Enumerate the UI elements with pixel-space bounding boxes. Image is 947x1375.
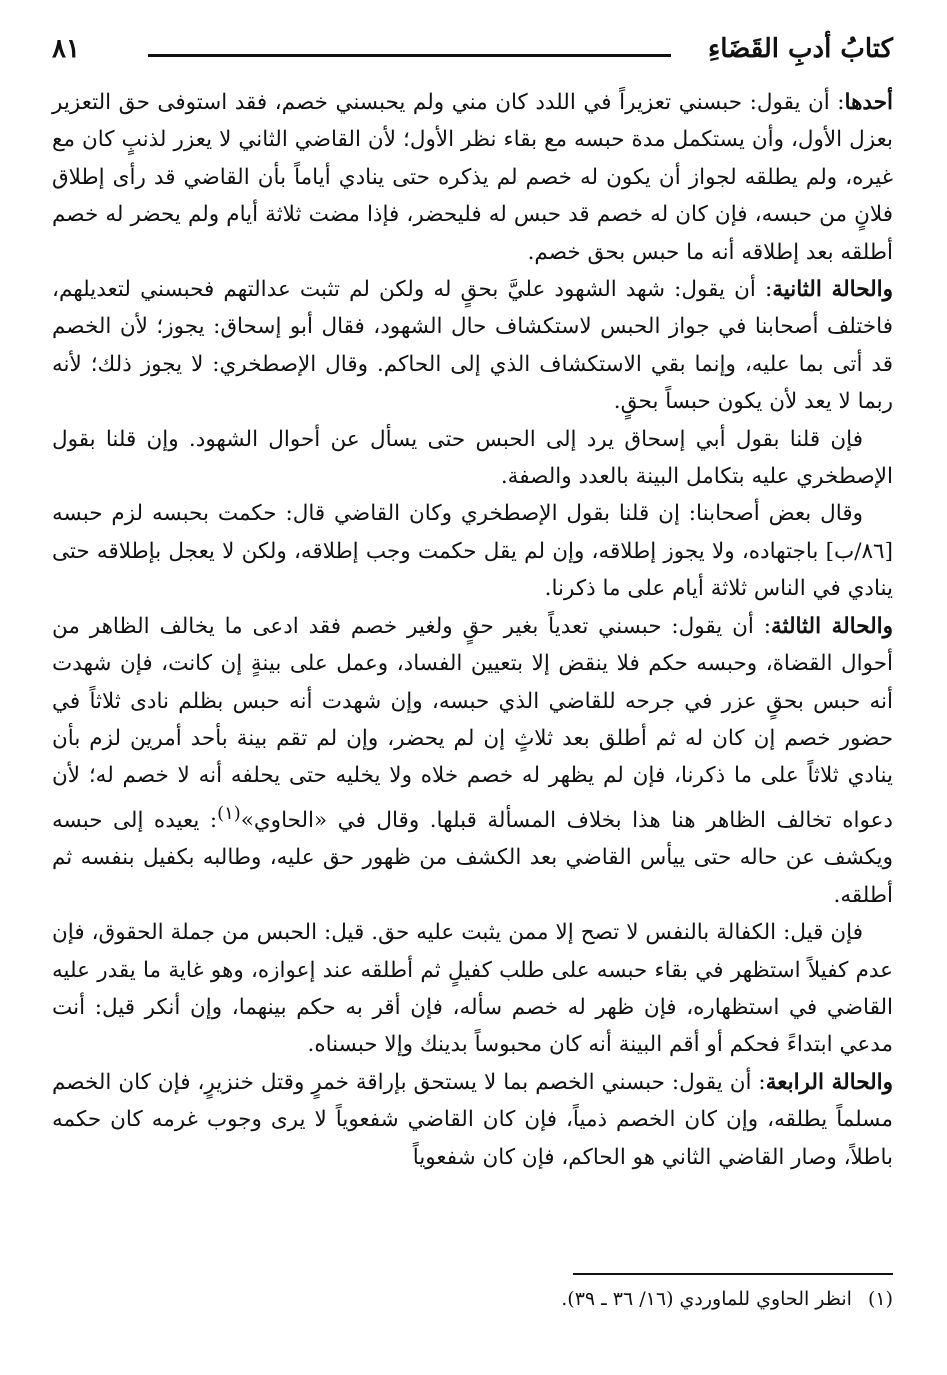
- paragraph-text: : أن يقول: حبسني الخصم بما لا يستحق بإراقة خمرٍ وقتل خنزيرٍ، فإن كان الخصم مسلماً يطلقه، وإن كان الخصم ذمياً، فإن كان القاضي شفعوياً لا يرى وجوب غرمه كان حكمه باطلاً، وصار القاضي الثاني هو الحاكم، فإن كان شفعوياً: [52, 1069, 893, 1170]
- header-rule: [148, 54, 671, 57]
- paragraph-text: : أن يقول: حبسني تعزيراً في اللدد كان مني ولم يحبسني خصم، فقد استوفى حق التعزير بعزل الأول، وأن يستكمل مدة حبسه مع بقاء نظر الأول؛ لأن القاضي الثاني لا يعزر لذنبٍ كان مع غيره، ولم يطلقه لجواز أن يكون له خصم لم يذكره حتى ينادي أياماً بأن القاضي قد رأى إطلاق فلانٍ من حبسه، فإن كان له خصم قد حبس له فليحضر، فإذا مضت ثلاثة أيام ولم يحضر له خصم أطلقه بعد إطلاقه أنه ما حبس بحق خصم.: [52, 90, 893, 265]
- footnote: [52, 1288, 893, 1310]
- paragraph-text: : أن يقول: شهد الشهود عليَّ بحقٍ له ولكن لم تثبت عدالتهم فحبسني لتعديلهم، فاختلف أصحابنا في جواز الحبس لاستكشاف حال الشهود، فقال أبو إسحاق: يجوز؛ لأن الخصم قد أتى بما عليه، وإنما بقي الاستكشاف الذي إلى الحاكم. وقال الإصطخري: لا يجوز ذلك؛ لأنه ربما لا يعد لأن يكون حبساً بحقٍ.: [52, 277, 893, 415]
- paragraph-text: فإن قلنا بقول أبي إسحاق يرد إلى الحبس حتى يسأل عن أحوال الشهود. وإن قلنا بقول الإصطخري عليه بتكامل البينة بالعدد والصفة.: [52, 426, 893, 490]
- paragraph: [52, 421, 893, 496]
- paragraph: [52, 84, 893, 271]
- paragraph-text: : أن يقول: حبسني تعدياً بغير حقٍ ولغير خصم فقد ادعى ما يخالف الظاهر من أحوال القضاة، وحبسه حكم فلا ينقض إلا بتعيين الفساد، وعمل على بينةٍ إن كانت، فإن شهدت أنه حبس بحقٍ عزر في جرحه للقاضي الذي حبسه، وإن شهدت أنه حبس بظلم نادى ثلاثاً في حضور خصم إن كان له ثم أطلق بعد ثلاثٍ إن لم يحضر، وإن لم تقم بينة بأحد أمرين لزم بأن ينادي ثلاثاً على ما ذكرنا، فإن لم يظهر له خصم خلاه ولا يخليه حتى يحلفه أنه لا خصم له؛ لأن دعواه تخالف الظاهر هنا هذا بخلاف المسألة قبلها. وقال في «الحاوي»: [52, 613, 893, 833]
- paragraph: [52, 495, 893, 607]
- main-text: [52, 84, 893, 1176]
- footnote-number: (١): [867, 1288, 893, 1310]
- paragraph: [52, 1064, 893, 1176]
- page-header: [52, 30, 893, 70]
- paragraph-heading: والحالة الثالثة: [770, 613, 893, 639]
- paragraph-heading: والحالة الثانية: [772, 277, 893, 303]
- paragraph-text-tail: : يعيده إلى حبسه ويكشف عن حاله حتى ييأس القاضي بعد الكشف من ظهور حق عليه، وطالبه بكفيل بنفسه ثم أطلقه.: [52, 807, 893, 908]
- footnote-marker[interactable]: (١): [217, 802, 241, 824]
- paragraph-text: فإن قيل: الكفالة بالنفس لا تصح إلا ممن يثبت عليه حق. قيل: الحبس من جملة الحقوق، فإن عدم كفيلاً استظهر في بقاء حبسه على طلب كفيلٍ ثم أطلقه عند إعوازه، وهو غاية ما يقدر عليه القاضي في استظهاره، فإن ظهر له خصم سأله، فإن أقر به حكم بينهما، وإن أنكر قيل: أنت مدعي ابتداءً فحكم أو أقم البينة أنه كان محبوساً بدينك وإلا حبسناه.: [52, 920, 893, 1058]
- paragraph-heading: أحدها: [844, 90, 893, 115]
- page-number: ٨١: [52, 34, 80, 64]
- paragraph: [52, 608, 893, 914]
- footnote-text: انظر الحاوي للماوردي (١٦/ ٣٦ ـ ٣٩).: [561, 1288, 852, 1310]
- book-title: كتابُ أدبِ القَضَاءِ: [708, 34, 893, 64]
- paragraph: [52, 914, 893, 1064]
- paragraph: [52, 271, 893, 421]
- footnote-rule: [573, 1273, 893, 1275]
- paragraph-text: وقال بعض أصحابنا: إن قلنا بقول الإصطخري وكان القاضي قال: حكمت بحبسه لزم حبسه [٨٦/ب] باجتهاده، ولا يجوز إطلاقه، وإن لم يقل حكمت وجب إطلاقه، ولكن لا يعجل بإطلاقه حتى ينادي في الناس ثلاثة أيام على ما ذكرنا.: [52, 501, 893, 602]
- paragraph-heading: والحالة الرابعة: [765, 1069, 893, 1095]
